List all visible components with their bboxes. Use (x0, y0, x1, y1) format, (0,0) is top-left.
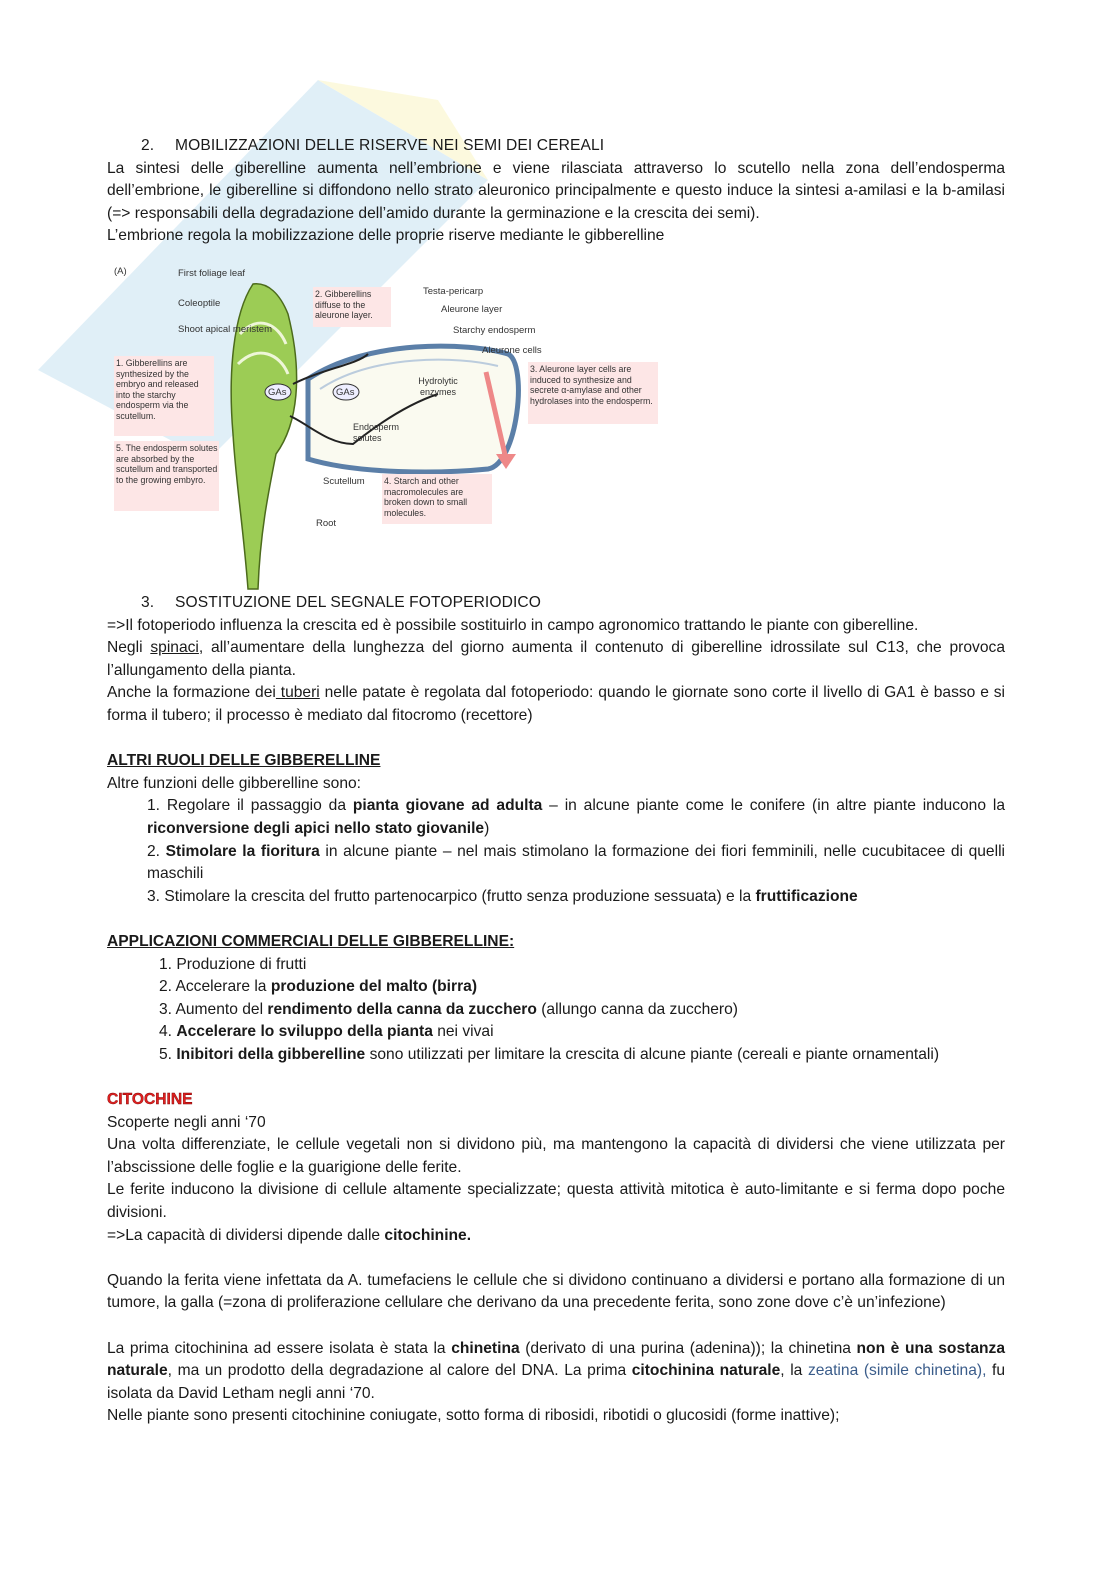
section-2-paragraph: La sintesi delle giberelline aumenta nell’embrione e viene rilasciata attraverso lo scutello nella zona dell’endosperma dell’embrione, le giberelline si diffondono nello strato aleuronico principalmente e questo induce la sintesi a-amilasi e la b-amilasi (=> responsabili della degradazione dell’amido durante la germinazione e la crescita dei semi). (107, 159, 1005, 222)
panel-label: (A) (114, 266, 127, 277)
list-item: 3. Aumento del rendimento della canna da zucchero (allungo canna da zucchero) (159, 1000, 738, 1018)
applicazioni-list (107, 954, 1005, 1067)
altri-ruoli-heading: ALTRI RUOLI DELLE GIBBERELLINE (107, 752, 381, 770)
svg-text:Scutellum: Scutellum (323, 476, 365, 487)
svg-text:Aleurone layer: Aleurone layer (441, 304, 503, 315)
section-2-heading: 2. MOBILIZZAZIONI DELLE RISERVE NEI SEMI DEI CEREALI (141, 137, 605, 154)
list-item: 5. Inibitori della gibberelline sono utilizzati per limitare la crescita di alcune piante (cereali e piante ornamentali) (159, 1045, 940, 1063)
applicazioni-heading: APPLICAZIONI COMMERCIALI DELLE GIBBERELLINE: (107, 932, 515, 950)
seed-germination-diagram: (A) GAs GAs First foliage leaf Coleoptile Shoot apical meristem 1. Gibberellins are synthesized by the embryo and released into the starchy endosperm via the scutellum. 2. Gibberellins diffuse to the aleurone layer. Testa-pericarp Aleurone layer Starchy endosperm Aleurone cells 3. Aleurone layer cells are induced to synthesize and secrete α-amylase and other hydrolases into the endosperm. Hydrolytic enzymes Endosperm solutes 5. The endosperm solutes are absorbed by the scutellum and transported to the growing embyro. Scutellum 4. Starch and other macromolecules are broken down to small molecules. Root (108, 254, 668, 594)
svg-text:Aleurone cells: Aleurone cells (482, 345, 542, 356)
list-item: 2. Accelerare la produzione del malto (birra) (159, 978, 478, 996)
list-item: 2. Stimolare la fioritura in alcune piante – nel mais stimolano la formazione dei fiori femminili, nelle cucubitacee di quelli maschili (147, 842, 1005, 883)
list-item: 1. Regolare il passaggio da pianta giovane ad adulta – in alcune piante come le conifere (in altre piante inducono la riconversione degli apici nello stato giovanile) (147, 797, 1005, 837)
svg-text:First foliage leaf: First foliage leaf (178, 268, 246, 279)
section-2 (107, 135, 1005, 248)
svg-text:Coleoptile: Coleoptile (178, 298, 221, 309)
svg-text:GAs: GAs (336, 387, 355, 398)
list-item: 1. Produzione di frutti (159, 955, 307, 973)
section-3-heading: 3. SOSTITUZIONE DEL SEGNALE FOTOPERIODICO (141, 594, 541, 611)
svg-text:GAs: GAs (268, 387, 287, 398)
seed-coat (308, 346, 518, 472)
altri-ruoli-list (107, 795, 1005, 908)
svg-text:Shoot apical meristem: Shoot apical meristem (178, 324, 272, 335)
list-item: 4. Accelerare lo sviluppo della pianta nei vivai (159, 1023, 494, 1041)
section-2-line: L’embrione regola la mobilizzazione delle proprie riserve mediante le gibberelline (107, 227, 665, 245)
citochine-heading: CITOCHINE (107, 1091, 193, 1109)
svg-text:Testa-pericarp: Testa-pericarp (423, 286, 484, 297)
svg-text:Root: Root (316, 518, 337, 529)
svg-text:Starchy endosperm: Starchy endosperm (453, 325, 536, 336)
list-item: 3. Stimolare la crescita del frutto partenocarpico (frutto senza produzione sessuata) e la fruttificazione (147, 887, 858, 905)
main-text: 3. SOSTITUZIONE DEL SEGNALE FOTOPERIODICO =>Il fotoperiodo influenza la crescita ed è possibile sostituirlo in campo agronomico trattando le piante con giberelline. Negli spinaci, all’aumentare della lunghezza del giorno aumenta il contenuto di giberelline idrossilate sul C13, che provoca l’allungamento della pianta. Anche la formazione dei tuberi nelle patate è regolata dal fotoperiodo: quando le giornate sono corte il livello di GA1 è basso e si forma il tubero; il processo è mediato dal fitocromo (recettore) ALTRI RUOLI DELLE GIBBERELLINE Altre funzioni delle gibberelline sono: 1. Regolare il passaggio da pianta giovane ad adulta – in alcune piante come le conifere (in altre piante inducono la riconversione degli apici nello stato giovanile) 2. Stimolare la fioritura in alcune piante – nel mais stimolano la formazione dei fiori femminili, nelle cucubitacee di quelli maschili 3. Stimolare la crescita del frutto partenocarpico (frutto senza produzione sessuata) e la fruttificazione APPLICAZIONI COMMERCIALI DELLE GIBBERELLINE: 1. Produzione di frutti 2. Accelerare la produzione del malto (birra) 3. Aumento del rendimento della canna da zucchero (allungo canna da zucchero) 4. Accelerare lo sviluppo della pianta nei vivai 5. Inibitori della gibberelline sono utilizzati per limitare la crescita di alcune piante (cereali e piante ornamentali) CITOCHINE Scoperte negli anni ‘70 Una volta differenziate, le cellule vegetali non si dividono più, ma mantengono la capacità di dividersi che viene utilizzata per l’abscissione delle foglie e la guarigione delle ferite. Le ferite inducono la divisione di cellule altamente specializzate; questa attività mitotica è auto-limitante e si ferma dopo poche divisioni. =>La capacità di dividersi dipende dalle citochinine. Quando la ferita viene infettata da A. tumefaciens le cellule che si dividono continuano a dividersi e portano alla formazione di un tumore, la galla (=zona di proliferazione cellulare che derivano da una precedente ferita, sono zone dove c’è un’infezione) La prima citochinina ad essere isolata è stata la chinetina (derivato di una purina (adenina)); la chinetina non è una sostanza naturale, ma un prodotto della degradazione al calore del DNA. La prima citochinina naturale, la zeatina (simile chinetina), fu isolata da David Letham negli anni ‘70. Nelle piante sono presenti citochinine coniugate, sotto forma di ribosidi, ribotidi o glucosidi (forme inattive); (107, 594, 1005, 1425)
